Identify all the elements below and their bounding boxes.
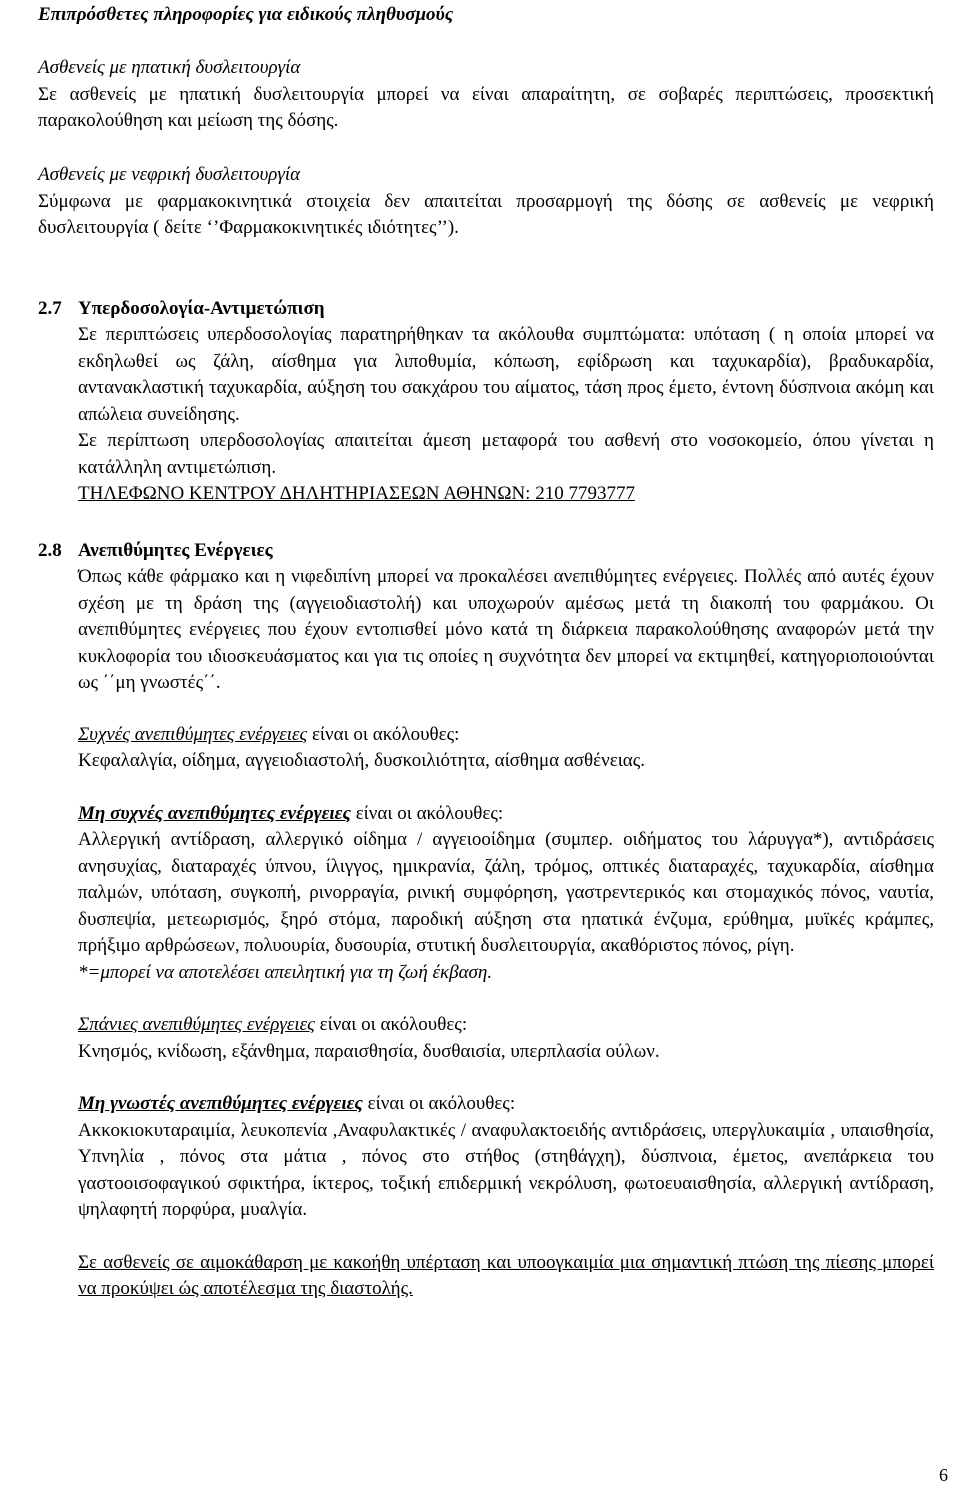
dialysis-note: Σε ασθενείς σε αιμοκάθαρση με κακοήθη υπέρταση και υποογκαιμία μια σημαντική πτώση της πίεσης μπορεί να προκύψει ώς αποτέλεσμα της διαστολής. — [78, 1251, 934, 1299]
renal-block — [38, 162, 934, 242]
common-heading — [78, 722, 934, 749]
uncommon-label: Μη συχνές ανεπιθύμητες ενέργειες — [78, 802, 351, 824]
uncommon-heading — [78, 801, 934, 828]
uncommon-suffix: είναι οι ακόλουθες: — [350, 802, 504, 824]
hepatic-block — [38, 55, 934, 135]
section-number: 2.8 — [38, 540, 62, 561]
rare-suffix: είναι οι ακόλουθες: — [314, 1014, 468, 1035]
poison-center-phone: ΤΗΛΕΦΩΝΟ ΚΕΝΤΡΟΥ ΔΗΛΗΤΗΡΙΑΣΕΩΝ ΑΘΗΝΩΝ: 210 7793777 — [78, 483, 635, 504]
rare-text: Κνησμός, κνίδωση, εξάνθημα, παραισθησία, δυσθαισία, υπερπλασία ούλων. — [78, 1040, 660, 1062]
hepatic-text: Σε ασθενείς με ηπατική δυσλειτουργία μπορεί να είναι απαραίτητη, σε σοβαρές περιπτώσεις, προσεκτική παρακολούθηση και μείωση της δόσης. — [38, 83, 934, 131]
overdose-action: Σε περίπτωση υπερδοσολογίας απαιτείται άμεση μεταφορά του ασθενή στο νοσοκομείο, όπου γίνεται η κατάλληλη αντιμετώπιση. — [78, 430, 934, 478]
section-2-7-body — [78, 322, 934, 508]
section-2-7-heading — [38, 296, 325, 323]
common-label: Συχνές ανεπιθύμητες ενέργειες — [78, 723, 308, 745]
overdose-symptoms: Σε περιπτώσεις υπερδοσολογίας παρατηρήθηκαν τα ακόλουθα συμπτώματα: υπόταση ( η οποία μπορεί να εκδηλωθεί ως ζάλη, αίσθημα για λιποθυμία, κόπωση, εφίδρωση και ταχυκαρδία), βραδυκαρδία, αντανακλαστική ταχυκαρδία, αύξηση του σακχάρου του αίματος, τάση προς έμετο, έντονη δύσπνοια ακόμη και απώλεια συνείδησης. — [78, 324, 934, 425]
renal-heading: Ασθενείς με νεφρική δυσλειτουργία — [38, 164, 301, 185]
unknown-suffix: είναι οι ακόλουθες: — [362, 1093, 516, 1114]
unknown-heading — [78, 1091, 934, 1118]
hepatic-heading: Ασθενείς με ηπατική δυσλειτουργία — [38, 57, 301, 78]
section-2-8-heading — [38, 538, 273, 565]
section-title: Ανεπιθύμητες Ενέργειες — [78, 540, 273, 561]
common-suffix: είναι οι ακόλουθες: — [307, 723, 460, 745]
page-number: 6 — [939, 1465, 948, 1485]
page-title: Επιπρόσθετες πληροφορίες για ειδικούς πληθυσμούς — [38, 4, 454, 25]
rare-heading — [78, 1012, 934, 1039]
uncommon-note: *=μπορεί να αποτελέσει απειλητική για τη ζωή έκβαση. — [78, 961, 493, 983]
uncommon-text: Αλλεργική αντίδραση, αλλεργικό οίδημα / αγγειοοίδημα (συμπερ. οιδήματος του λάρυγγα*), αντιδράσεις ανησυχίας, διαταραχές ύπνου, ίλιγγος, ημικρανία, ζάλη, τρόμος, οπτικές διαταραχές, ταχυκαρδία, αίσθημα παλμών, υπόταση, συγκοπή, ρινορραγία, ρινική συμφόρηση, γαστρεντερικός και στομαχικός πόνος, ναυτία, δυσπεψία, μετεωρισμός, ξηρό στόμα, παροδική αύξηση στα ηπατικά ένζυμα, ερύθημα, μυϊκές κράμπες, πρήξιμο αρθρώσεων, πολυουρία, δυσουρία, στυτική δυσλειτουργία, ακαθόριστος πόνος, ρίγη. — [78, 829, 934, 956]
renal-text: Σύμφωνα με φαρμακοκινητικά στοιχεία δεν απαιτείται προσαρμογή της δόσης σε ασθενείς με νεφρική δυσλειτουργία ( δείτε ‘’Φαρμακοκινητικές ιδιότητες’’). — [38, 190, 934, 238]
section-2-8-body — [78, 564, 934, 1303]
section-title: Υπερδοσολογία-Αντιμετώπιση — [78, 298, 325, 319]
section-number: 2.7 — [38, 298, 62, 319]
rare-label: Σπάνιες ανεπιθύμητες ενέργειες — [78, 1014, 315, 1035]
adverse-intro: Όπως κάθε φάρμακο και η νιφεδιπίνη μπορεί να προκαλέσει ανεπιθύμητες ενέργειες. Πολλές από αυτές έχουν σχέση με τη δράση της (αγγειοδιαστολή) και υποχωρούν αμέσως μετά τη διακοπή του φαρμάκου. Οι ανεπιθύμητες ενέργειες που έχουν εντοπισθεί μόνο κατά τη διάρκεια παρακολούθησης αναφορών μετά την κυκλοφορία του ιδιοσκευάσματος και για τις οποίες η συχνότητα δεν μπορεί να εκτιμηθεί, κατηγοριοποιούνται ως ΄΄μη γνωστές΄΄. — [78, 566, 934, 693]
section-header — [38, 2, 934, 29]
unknown-label: Μη γνωστές ανεπιθύμητες ενέργειες — [78, 1093, 363, 1114]
common-text: Κεφαλαλγία, οίδημα, αγγειοδιαστολή, δυσκοιλιότητα, αίσθημα ασθένειας. — [78, 750, 646, 771]
unknown-text: Ακκοκιοκυταραιμία, λευκοπενία ,Αναφυλακτικές / αναφυλακτοειδής αντιδράσεις, υπεργλυκαιμία , υπαισθησία, Υπνηλία , πόνος στα μάτια , πόνος στο στήθος (στηθάγχη), δύσπνοια, έμετος, ανεπάρκεια του γαστοοισοφαγικού σφικτήρα, ίκτερος, τοξική επιδερμική νεκρόλυση, φωτοευαισθησία, αλλεργική αντίδραση, ψηλαφητή πορφύρα, μυαλγία. — [78, 1119, 934, 1220]
